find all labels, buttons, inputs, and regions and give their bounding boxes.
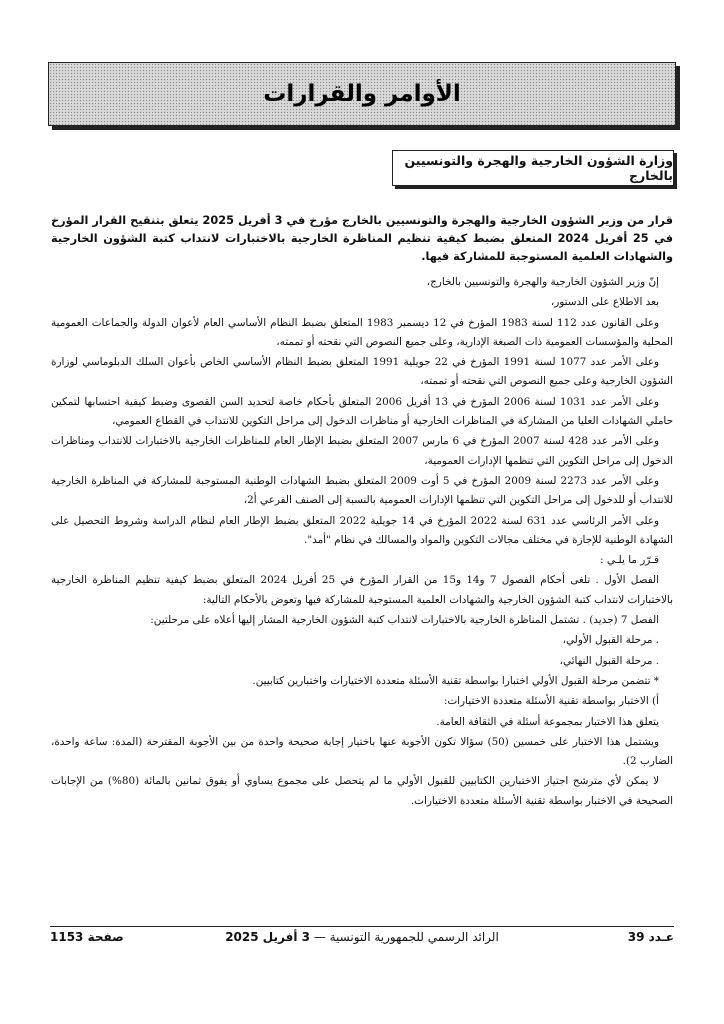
paragraph: وعلى القانون عدد 112 لسنة 1983 المؤرخ في 12 ديسمبر 1983 المتعلق بضبط النظام الأساسي العام لأعوان الدولة والجماعات العمومية المحلية والمؤسسات العمومية ذات الصبغة الإدارية، وعلى جميع النصوص التي نقحته أو تممته، bbox=[51, 316, 673, 348]
article-1: الفصل الأول . تلغى أحكام الفصول 7 و14 و15 من القرار المؤرخ في 25 أفريل 2024 المتعلق بضبط كيفية تنظيم المناظرة الخارجية بالاختبارات لانتداب كتبة الشؤون الخارجية والشهادات العلمية المستوجبة للمشاركة فيها وتعوض بالأحكام التالية: bbox=[51, 574, 673, 606]
ministry-name: وزارة الشؤون الخارجية والهجرة والتونسيين بالخارج bbox=[404, 153, 673, 183]
list-item: . مرحلة القبول النهائي، bbox=[559, 654, 659, 667]
decree-body bbox=[51, 212, 673, 811]
paragraph: بعد الاطلاع على الدستور، bbox=[550, 296, 659, 309]
journal-line bbox=[50, 930, 674, 944]
decree-title: قرار من وزير الشؤون الخارجية والهجرة والتونسيين بالخارج مؤرخ في 3 أفريل 2025 يتعلق بتنقيح القرار المؤرخ في 25 أفريل 2024 المتعلق بضبط كيفية تنظيم المناظرة الخارجية بالاختبارات لانتداب كتبة الشؤون الخارجية والشهادات العلمية المستوجبة للمشاركة فيها. bbox=[51, 214, 674, 263]
paragraph: وعلى الأمر عدد 2273 لسنة 2009 المؤرخ في 5 أوت 2009 المتعلق بضبط الشهادات الوطنية المستوجبة للمشاركة في المناظرة الخارجية للانتداب أو للدخول إلى مراحل التكوين التي تنظمها الإدارات العمومية بالنسبة إلى الصنف الفرعي أ2، bbox=[51, 474, 673, 507]
paragraph: ويشتمل هذا الاختبار على خمسين (50) سؤالا تكون الأجوبة عنها باختيار إجابة صحيحة واحدة من بين الأجوبة المقترحة (المدة: ساعة واحدة، الضارب 2). bbox=[51, 735, 673, 768]
page-number: صفحة 1153 bbox=[50, 930, 124, 944]
page-footer bbox=[50, 930, 674, 950]
paragraph: * تتضمن مرحلة القبول الأولي اختبارا بواسطة تقنية الأسئلة متعددة الاختيارات واختبارين كتابيين. bbox=[252, 674, 659, 687]
decision-heading: قـرّر ما يلـي : bbox=[600, 554, 659, 567]
paragraph: يتعلق هذا الاختبار بمجموعة أسئلة في الثقافة العامة. bbox=[436, 715, 659, 728]
list-item: . مرحلة القبول الأولي، bbox=[562, 634, 659, 647]
journal-name: الرائد الرسمي للجمهورية التونسية — bbox=[313, 930, 499, 944]
section-banner bbox=[48, 62, 676, 126]
issue-number: عـدد 39 bbox=[627, 930, 674, 944]
ministry-box bbox=[392, 150, 674, 186]
paragraph: وعلى الأمر عدد 1031 لسنة 2006 المؤرخ في 13 أفريل 2006 المتعلق بأحكام خاصة لتحديد السن القصوى وضبط كيفية احتسابها لتمكين حاملي الشهادات العليا من المشاركة في المناظرات الخارجية أو مناظرات الدخول إلى مراحل التكوين للانتداب في القطاع العمومي، bbox=[51, 395, 673, 428]
paragraph: إنّ وزير الشؤون الخارجية والهجرة والتونسيين بالخارج، bbox=[426, 276, 659, 288]
paragraph: وعلى الأمر عدد 1077 لسنة 1991 المؤرخ في 22 جويلية 1991 المتعلق بضبط النظام الأساسي الخاص بأعوان السلك الدبلوماسي لوزارة الشؤون الخارجية وعلى جميع النصوص التي نقحته أو تممته، bbox=[51, 356, 673, 388]
subsection-heading: أ) الاختبار بواسطة تقنية الأسئلة متعددة الاختيارات: bbox=[443, 695, 659, 708]
paragraph: وعلى الأمر الرئاسي عدد 631 لسنة 2022 المؤرخ في 14 جويلية 2022 المتعلق بضبط الإطار العام لنظام الدراسة وشروط التحصيل على الشهادة الوطنية للإجازة في مختلف مجالات التكوين والمواد والمسالك في نظام "أمد". bbox=[51, 514, 673, 546]
article-7-new: الفصل 7 (جديد) . تشتمل المناظرة الخارجية بالاختبارات لانتداب كتبة الشؤون الخارجية المشار إليها أعلاه على مرحلتين: bbox=[150, 614, 659, 627]
paragraph: وعلى الأمر عدد 428 لسنة 2007 المؤرخ في 6 مارس 2007 المتعلق بضبط الإطار العام للمناظرات الخارجية بالاختبارات للانتداب ومناظرات الدخول إلى مراحل التكوين التي تنظمها الإدارات العمومية، bbox=[51, 435, 673, 467]
footer-divider bbox=[50, 926, 674, 927]
paragraph: لا يمكن لأي مترشح اجتياز الاختبارين الكتابيين للقبول الأولي ما لم يتحصل على مجموع يساوي أو يفوق ثمانين بالمائة (80%) من الإجابات الصحيحة في الاختبار بواسطة تقنية الأسئلة متعددة الاختيارات. bbox=[51, 775, 673, 807]
journal-date: 3 أفريل 2025 bbox=[225, 930, 310, 944]
section-title: الأوامر والقرارات bbox=[263, 81, 461, 107]
